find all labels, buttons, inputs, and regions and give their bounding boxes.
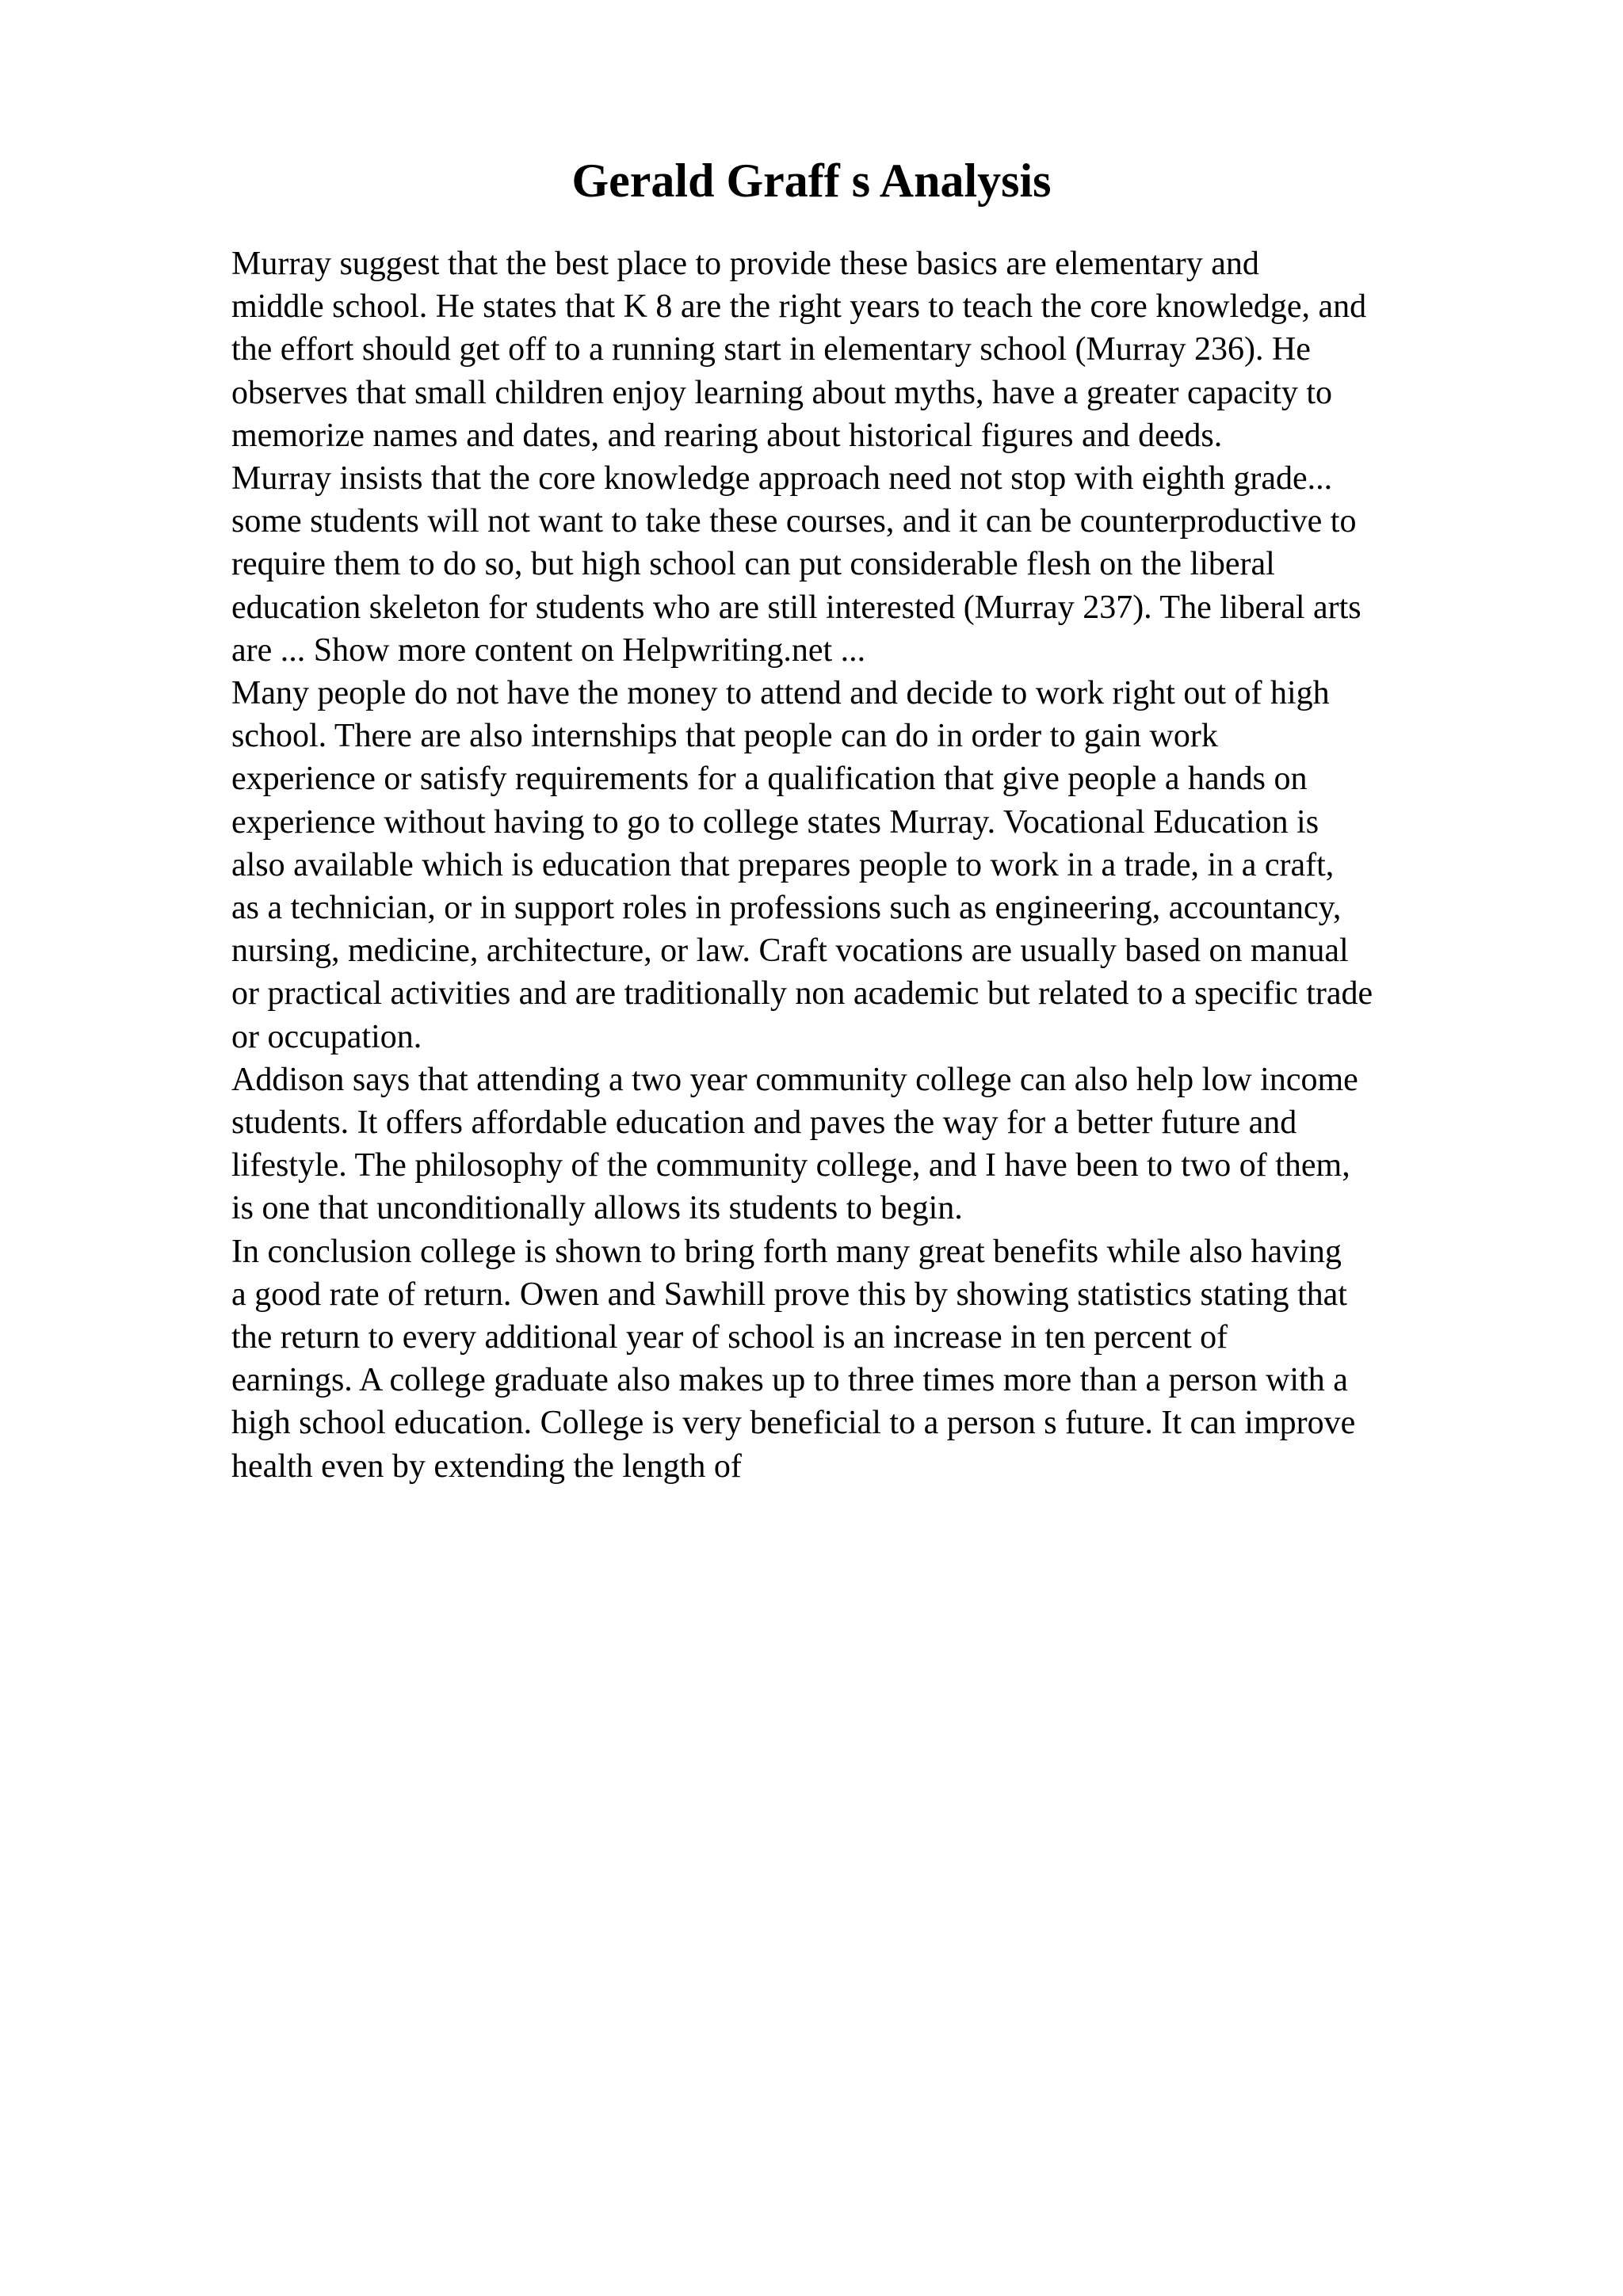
text-line: middle school. He states that K 8 are the right years to teach the core knowledge, and	[231, 288, 1367, 326]
text-line: experience without having to go to college states Murray. Vocational Education is	[231, 803, 1319, 841]
text-line: require them to do so, but high school can put considerable flesh on the liberal	[231, 546, 1275, 583]
text-line: the return to every additional year of school is an increase in ten percent of	[231, 1319, 1228, 1356]
text-line: In conclusion college is shown to bring forth many great benefits while also having	[231, 1233, 1342, 1270]
text-line: Addison says that attending a two year community college can also help low income	[231, 1061, 1358, 1098]
text-line: or practical activities and are traditionally non academic but related to a specific trade	[231, 975, 1373, 1013]
text-line: are ... Show more content on Helpwriting.net ...	[231, 631, 866, 669]
text-line: nursing, medicine, architecture, or law. Craft vocations are usually based on manual	[231, 933, 1349, 970]
text-line: a good rate of return. Owen and Sawhill prove this by showing statistics stating that	[231, 1276, 1347, 1313]
text-line: experience or satisfy requirements for a qualification that give people a hands on	[231, 761, 1308, 798]
document-body	[231, 242, 1515, 1488]
text-line: some students will not want to take these courses, and it can be counterproductive to	[231, 503, 1357, 540]
text-line: education skeleton for students who are still interested (Murray 237). The liberal arts	[231, 589, 1361, 626]
text-line: is one that unconditionally allows its students to begin.	[231, 1190, 963, 1227]
text-line: also available which is education that prepares people to work in a trade, in a craft,	[231, 846, 1335, 883]
text-line: observes that small children enjoy learning about myths, have a greater capacity to	[231, 374, 1333, 411]
text-line: high school education. College is very beneficial to a person s future. It can improve	[231, 1405, 1356, 1442]
text-line: or occupation.	[231, 1018, 422, 1055]
text-line: Many people do not have the money to attend and decide to work right out of high	[231, 675, 1330, 712]
text-line: memorize names and dates, and rearing about historical figures and deeds.	[231, 417, 1223, 454]
text-line: Murray insists that the core knowledge approach need not stop with eighth grade...	[231, 460, 1333, 498]
text-line: earnings. A college graduate also makes up to three times more than a person with a	[231, 1362, 1348, 1399]
document-title: Gerald Graff s Analysis	[571, 154, 1052, 207]
text-line: students. It offers affordable education and paves the way for a better future and	[231, 1104, 1297, 1142]
text-line: health even by extending the length of	[231, 1447, 742, 1485]
text-line: as a technician, or in support roles in professions such as engineering, accountancy,	[231, 890, 1342, 927]
text-line: school. There are also internships that people can do in order to gain work	[231, 718, 1218, 755]
text-line: lifestyle. The philosophy of the community college, and I have been to two of them,	[231, 1147, 1350, 1184]
text-line: the effort should get off to a running start in elementary school (Murray 236). He	[231, 331, 1311, 368]
text-line: Murray suggest that the best place to provide these basics are elementary and	[231, 246, 1259, 282]
